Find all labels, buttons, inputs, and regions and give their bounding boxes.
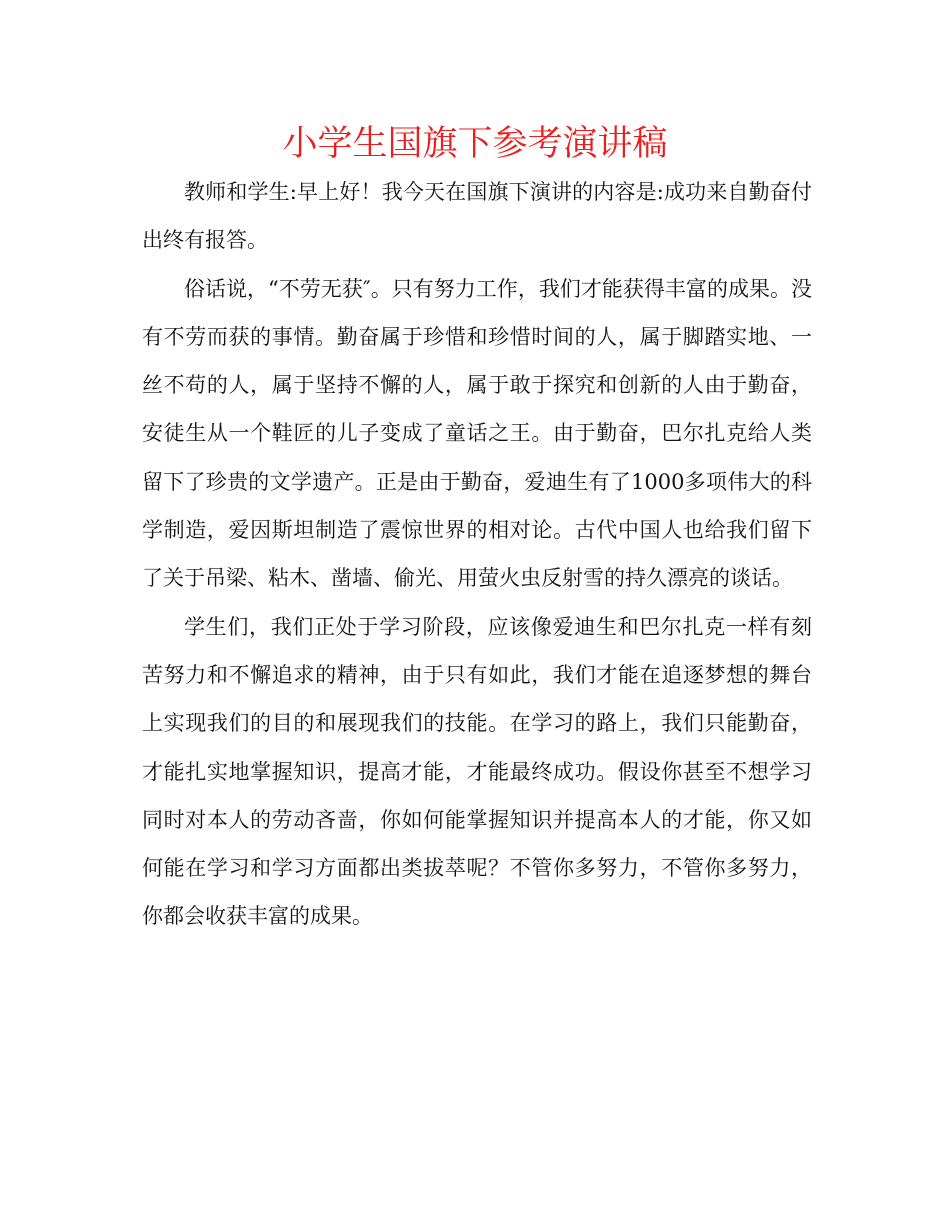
document-title: 小学生国旗下参考演讲稿 — [282, 124, 668, 164]
paragraph-greeting: 教师和学生:早上好！我今天在国旗下演讲的内容是:成功来自勤奋付出终有报答。 — [142, 180, 812, 253]
paragraph-diligence: 俗话说，“不劳无获″。只有努力工作，我们才能获得丰富的成果。没有不劳而获的事情。勤奋属于珍惜和珍惜时间的人，属于脚踏实地、一丝不苟的人，属于坚持不懈的人，属于敢于探究和创新的人由于勤奋，安徒生从一个鞋匠的儿子变成了童话之王。由于勤奋，巴尔扎克给人类留下了珍贵的文学遗产。正是由于勤奋，爱迪生有了1000多项伟大的科学制造，爱因斯坦制造了震惊世界的相对论。古代中国人也给我们留下了关于吊梁、粘木、凿墙、偷光、用萤火虫反射雪的持久漂亮的谈话。 — [142, 276, 812, 591]
paragraph-students: 学生们，我们正处于学习阶段，应该像爱迪生和巴尔扎克一样有刻苦努力和不懈追求的精神，由于只有如此，我们才能在追逐梦想的舞台上实现我们的目的和展现我们的技能。在学习的路上，我们只能勤奋，才能扎实地掌握知识，提高才能，才能最终成功。假设你甚至不想学习同时对本人的劳动吝啬，你如何能掌握知识并提高本人的才能，你又如何能在学习和学习方面都出类拔萃呢？不管你多努力，不管你多努力，你都会收获丰富的成果。 — [142, 614, 812, 929]
document-body — [142, 168, 812, 941]
